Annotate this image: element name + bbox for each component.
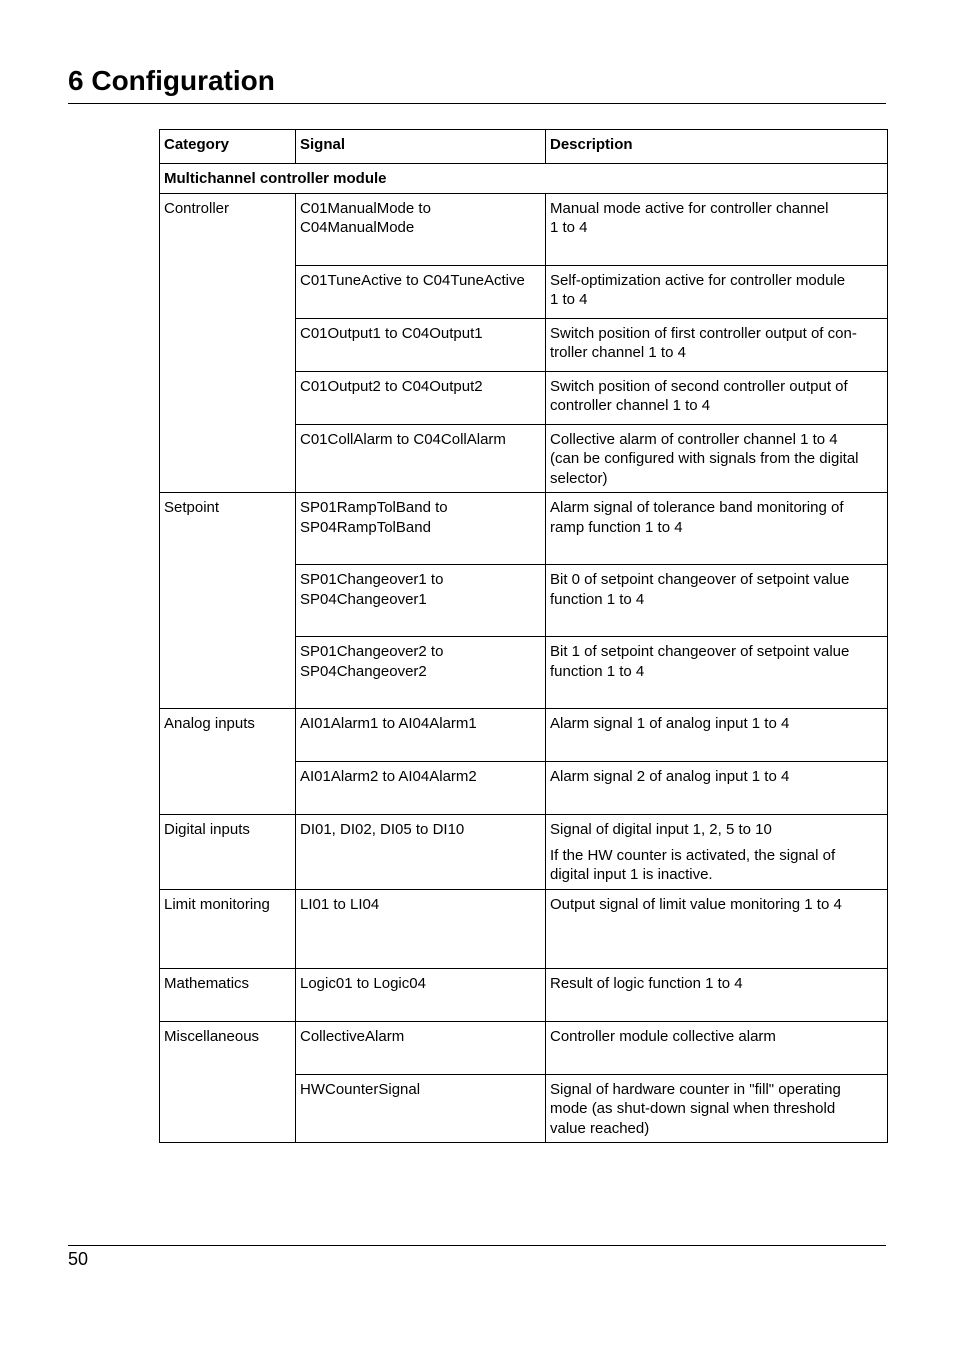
category-cell: Controller [160,193,296,493]
description-cell: Alarm signal of tolerance band monitoring of ramp function 1 to 4 [546,493,888,565]
signal-cell: SP01RampTolBand to SP04RampTolBand [296,493,546,565]
header-category: Category [160,130,296,164]
section-title: Multichannel controller module [160,164,888,194]
description-cell: Switch position of first controller output of con- troller channel 1 to 4 [546,318,888,371]
category-cell: Analog inputs [160,709,296,815]
signal-cell: C01TuneActive to C04TuneActive [296,265,546,318]
footer-divider [68,1245,886,1246]
signal-cell: C01ManualMode to C04ManualMode [296,193,546,265]
signal-cell: CollectiveAlarm [296,1021,546,1074]
signal-cell: AI01Alarm2 to AI04Alarm2 [296,762,546,815]
description-cell: Alarm signal 1 of analog input 1 to 4 [546,709,888,762]
signal-cell: C01CollAlarm to C04CollAlarm [296,424,546,493]
table-header-row [160,130,888,164]
signal-cell: C01Output2 to C04Output2 [296,371,546,424]
description-cell [546,815,888,890]
table-row [160,889,888,968]
description-cell: Controller module collective alarm [546,1021,888,1074]
section-row [160,164,888,194]
header-signal: Signal [296,130,546,164]
table-row [160,815,888,890]
page-title: 6 Configuration [68,65,275,96]
header-description: Description [546,130,888,164]
description-cell: Bit 0 of setpoint changeover of setpoint value function 1 to 4 [546,565,888,637]
category-cell: Mathematics [160,968,296,1021]
description-note: If the HW counter is activated, the signal of digital input 1 is inactive. [550,846,836,883]
category-cell: Miscellaneous [160,1021,296,1143]
title-divider [68,103,886,104]
description-cell: Collective alarm of controller channel 1 to 4 (can be configured with signals from the digital selector) [546,424,888,493]
page-number: 50 [68,1249,89,1269]
category-cell: Limit monitoring [160,889,296,968]
description-cell: Switch position of second controller output of controller channel 1 to 4 [546,371,888,424]
description-cell: Result of logic function 1 to 4 [546,968,888,1021]
description-cell: Alarm signal 2 of analog input 1 to 4 [546,762,888,815]
table-row [160,193,888,265]
signal-cell: C01Output1 to C04Output1 [296,318,546,371]
description-cell: Signal of hardware counter in "fill" operating mode (as shut-down signal when threshold value reached) [546,1074,888,1143]
signal-cell: Logic01 to Logic04 [296,968,546,1021]
table-row [160,968,888,1021]
table-row [160,1021,888,1074]
description-cell: Bit 1 of setpoint changeover of setpoint value function 1 to 4 [546,637,888,709]
signal-cell: LI01 to LI04 [296,889,546,968]
description-cell: Self-optimization active for controller module 1 to 4 [546,265,888,318]
category-cell: Setpoint [160,493,296,709]
signal-table [159,129,888,1143]
description-text: Signal of digital input 1, 2, 5 to 10 [550,821,772,838]
table-row [160,493,888,565]
description-cell: Output signal of limit value monitoring 1 to 4 [546,889,888,968]
signal-cell: SP01Changeover1 to SP04Changeover1 [296,565,546,637]
category-cell: Digital inputs [160,815,296,890]
signal-cell: AI01Alarm1 to AI04Alarm1 [296,709,546,762]
signal-cell: HWCounterSignal [296,1074,546,1143]
description-cell: Manual mode active for controller channel 1 to 4 [546,193,888,265]
table-row [160,709,888,762]
signal-cell: DI01, DI02, DI05 to DI10 [296,815,546,890]
signal-cell: SP01Changeover2 to SP04Changeover2 [296,637,546,709]
